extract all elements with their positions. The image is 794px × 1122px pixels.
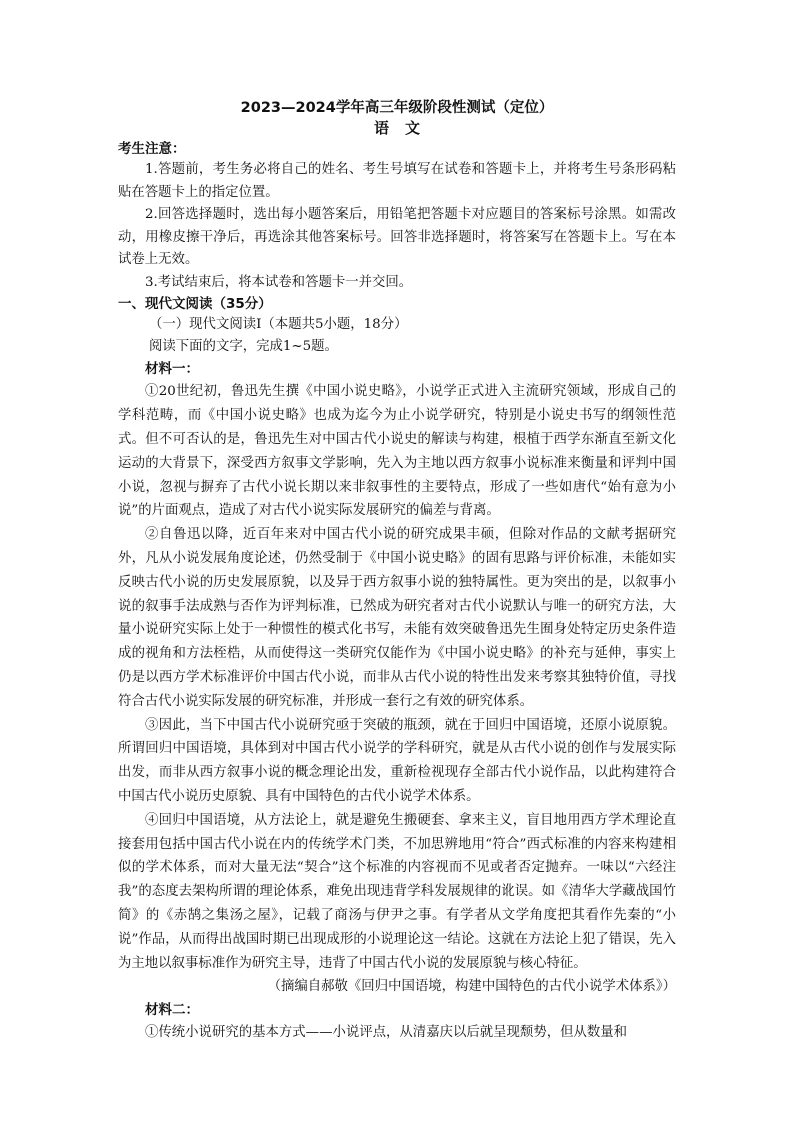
notice-section <box>118 139 676 294</box>
material-1-paragraph-4: ④回归中国语境，从方法论上，就是避免生搬硬套、拿来主义，盲目地用西方学术理论直接套用包括中国古代小说在内的传统学术门类，不加思辨地用“符合”西式标准的内容来构建相似的学术体系，而对大量无法“契合”这个标准的内容视而不见或者否定抛弃。一味以“六经注我”的态度去架构所谓的理论体系，难免出现违背学科发展规律的讹误。如《清华大学藏战国竹简》的《赤鹄之集汤之屋》，记载了商汤与伊尹之事。有学者从文学角度把其看作先秦的“小说”作品，从而得出战国时期已出现成形的小说理论这一结论。这就在方法论上犯了错误，先入为主地以叙事标准作为研究主导，违背了中国古代小说的发展原貌与核心特征。 <box>118 812 676 971</box>
material-1-source: （摘编自郝敬《回归中国语境，构建中国特色的古代小说学术体系》） <box>267 979 676 995</box>
material-2-label: 材料二： <box>145 1001 199 1018</box>
material-1-label: 材料一： <box>145 361 199 378</box>
notice-item-1: 1.答题前，考生务必将自己的姓名、考生号填写在试卷和答题卡上，并将考生号条形码粘贴在答题卡上的指定位置。 <box>118 162 676 200</box>
section-heading: 一、现代文阅读（35分） <box>118 296 272 313</box>
subsection-heading: （一）现代文阅读Ⅰ（本题共5小题，18分） <box>149 317 408 333</box>
material-1-paragraph-2: ②自鲁迅以降，近百年来对中国古代小说的研究成果丰硕，但除对作品的文献考据研究外，凡从小说发展角度论述，仍然受制于《中国小说史略》的固有思路与评价标准，未能如实反映古代小说的历史发展原貌，以及异于西方叙事小说的独特属性。更为突出的是，以叙事小说的叙事手法成熟与否作为评判标准，已然成为研究者对古代小说默认与唯一的研究方法，大量小说研究实际上处于一种惯性的模式化书写，未能有效突破鲁迅先生囿身处特定历史条件造成的视角和方法桎梏，从而使得这一类研究仅能作为《中国小说史略》的补充与延伸，事实上仍是以西方学术标准评价中国古代小说，而非从古代小说的特性出发来考察其独特价值，寻找符合古代小说实际发展的研究标准，并形成一套行之有效的研究体系。 <box>118 527 676 709</box>
notice-heading: 考生注意： <box>118 141 186 157</box>
material-1-paragraph-1: ①20世纪初，鲁迅先生撰《中国小说史略》，小说学正式进入主流研究领域，形成自己的学科范畴，而《中国小说史略》也成为迄今为止小说学研究，特别是小说史书写的纲领性范式。但不可否认的是，鲁迅先生对中国古代小说史的解读与构建，根植于西学东渐直至新文化运动的大背景下，深受西方叙事文学影响，先入为主地以西方叙事小说标准来衡量和评判中国小说，忽视与摒弃了古代小说长期以来非叙事性的主要特点，形成了一些如唐代“始有意为小说”的片面观点，造成了对古代小说实际发展研究的偏差与背离。 <box>118 384 676 519</box>
notice-item-3: 3.考试结束后，将本试卷和答题卡一并交回。 <box>145 274 413 290</box>
subject-title: 语文 <box>373 119 436 137</box>
material-1-paragraph-3: ③因此，当下中国古代小说研究亟于突破的瓶颈，就在于回归中国语境，还原小说原貌。所谓回归中国语境，具体到对中国古代小说学的学科研究，就是从古代小说的创作与发展实际出发，而非从西方叙事小说的概念理论出发，重新检视现存全部古代小说作品，以此构建符合中国古代小说历史原貌、具有中国特色的古代小说学术体系。 <box>118 717 676 804</box>
notice-item-2: 2.回答选择题时，选出每小题答案后，用铅笔把答题卡对应题目的答案标号涂黑。如需改动，用橡皮擦干净后，再选涂其他答案标号。回答非选择题时，将答案写在答题卡上。写在本试卷上无效。 <box>118 207 676 268</box>
material-2-paragraph-1: ①传统小说研究的基本方式——小说评点，从清嘉庆以后就呈现颓势，但从数量和 <box>145 1024 628 1040</box>
exam-title: 2023—2024学年高三年级阶段性测试（定位） <box>240 100 554 116</box>
reading-instruction: 阅读下面的文字，完成1~5题。 <box>149 339 338 355</box>
section-modern-reading <box>118 294 676 1044</box>
